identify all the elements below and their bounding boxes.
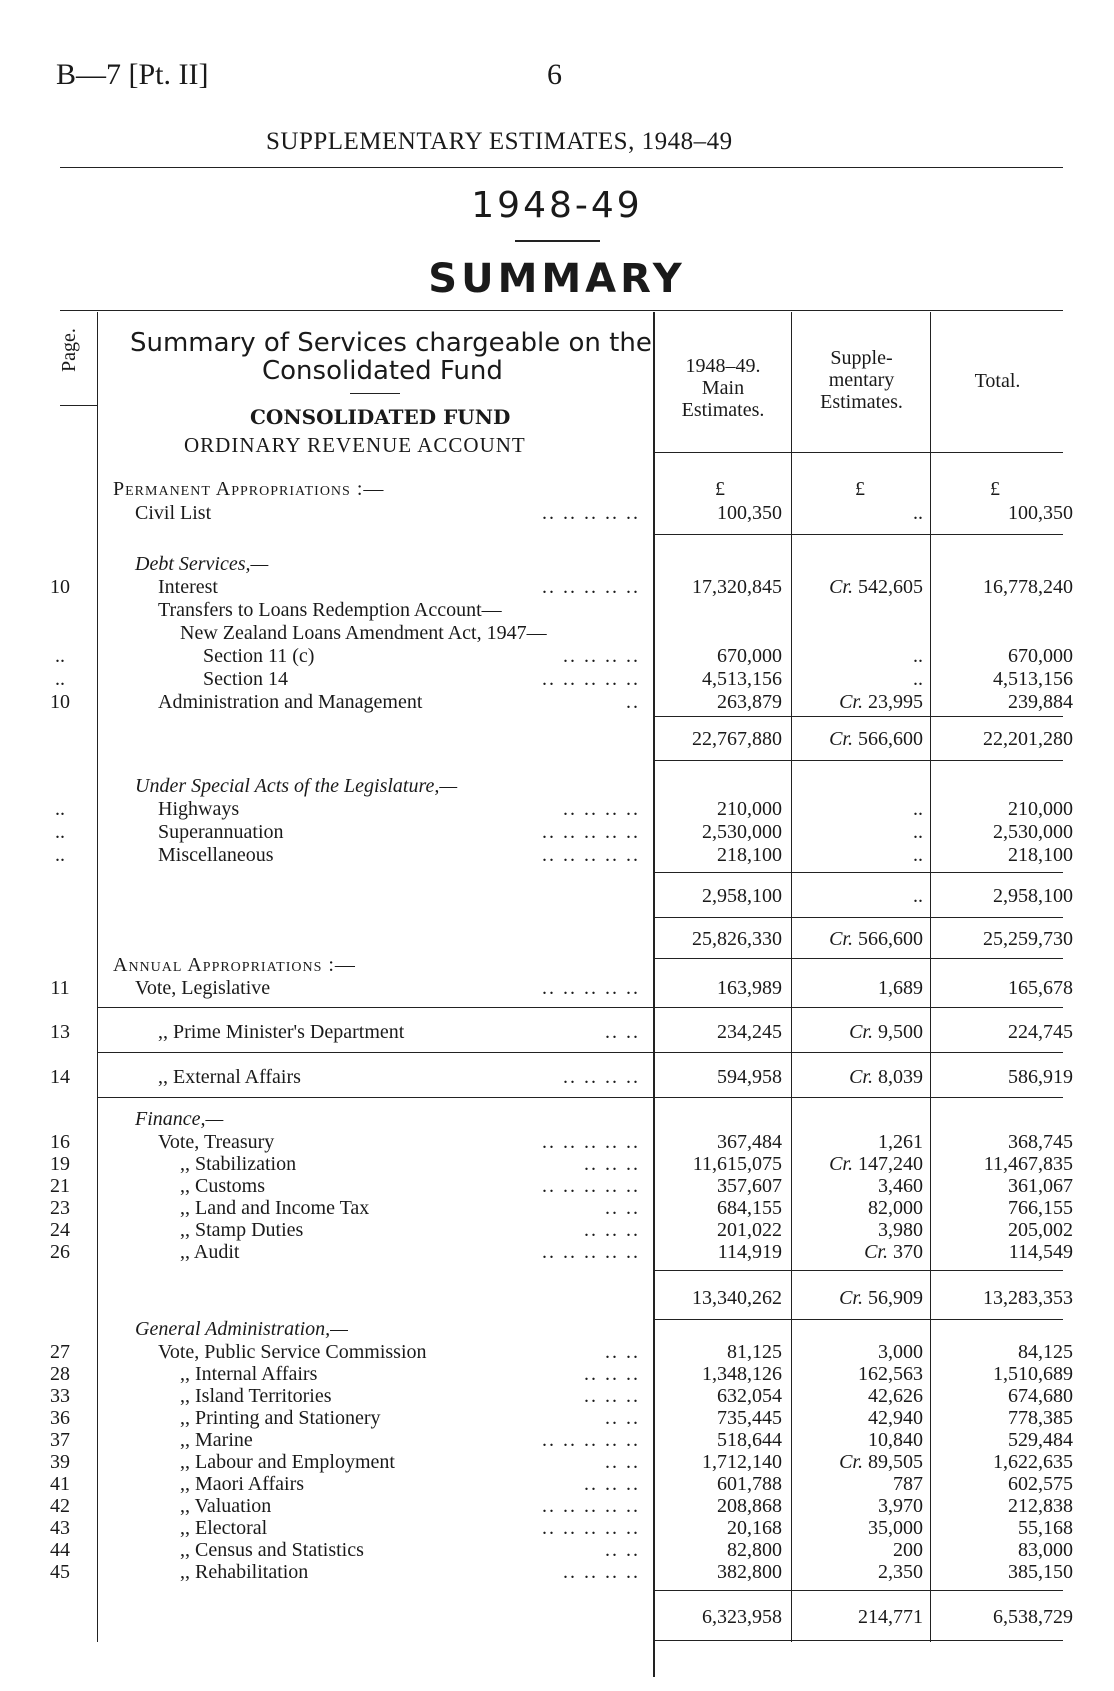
currency-row: Permanent Appropriations :— £ £ £ — [113, 478, 1000, 500]
rule — [653, 1270, 1063, 1271]
table-row: .. Section 14 .. .. .. .. .. 4,513,156 .. 4,513,156 — [55, 668, 1073, 690]
main-estimates-header: 1948–49. Main Estimates. — [681, 355, 765, 421]
page-header-rule — [60, 405, 97, 406]
rule — [653, 534, 1063, 535]
page-number: 6 — [547, 58, 562, 91]
subtotal-row: 22,767,880 Cr. 566,600 22,201,280 — [692, 728, 1073, 750]
table-row: 42 ,, Valuation .. .. .. .. .. 208,868 3,970 212,838 — [50, 1495, 1073, 1517]
table-row: 27 Vote, Public Service Commission .. .. 81,125 3,000 84,125 — [50, 1341, 1073, 1363]
table-row: 44 ,, Census and Statistics .. .. 82,800 200 83,000 — [50, 1539, 1073, 1561]
subheading: General Administration,— — [135, 1318, 348, 1340]
table-row: 36 ,, Printing and Stationery .. .. 735,445 42,940 778,385 — [50, 1407, 1073, 1429]
table-row: 33 ,, Island Territories .. .. .. 632,054 42,626 674,680 — [50, 1385, 1073, 1407]
table-row: 11 Vote, Legislative .. .. .. .. .. 163,989 1,689 165,678 — [50, 977, 1073, 999]
table-row: 19 ,, Stabilization .. .. .. 11,615,075 Cr. 147,240 11,467,835 — [50, 1153, 1073, 1175]
total-header: Total. — [974, 370, 1021, 392]
rule — [97, 1097, 1063, 1098]
rule — [653, 1590, 1063, 1591]
subtotal-row: 2,958,100 .. 2,958,100 — [702, 885, 1073, 907]
table-title-line1: Summary of Services chargeable on the — [130, 328, 652, 358]
table-row: 10 Interest .. .. .. .. .. 17,320,845 Cr. 542,605 16,778,240 — [50, 576, 1073, 598]
table-row: .. Superannuation .. .. .. .. .. 2,530,000 .. 2,530,000 — [55, 821, 1073, 843]
table-row: 41 ,, Maori Affairs .. .. .. 601,788 787 602,575 — [50, 1473, 1073, 1495]
running-title: SUPPLEMENTARY ESTIMATES, 1948–49 — [266, 128, 733, 155]
year-underline — [515, 240, 600, 242]
total-row: 25,826,330 Cr. 566,600 25,259,730 — [692, 928, 1073, 950]
rule — [653, 917, 1063, 918]
year-heading: 1948-49 — [471, 185, 643, 226]
subtotal-row: 6,323,958 214,771 6,538,729 — [702, 1606, 1073, 1628]
table-row: 10 Administration and Management .. 263,879 Cr. 23,995 239,884 — [50, 691, 1073, 713]
table-row: 13 ,, Prime Minister's Department .. .. 234,245 Cr. 9,500 224,745 — [50, 1021, 1073, 1043]
table-row: 26 ,, Audit .. .. .. .. .. 114,919 Cr. 370 114,549 — [50, 1241, 1073, 1263]
account-heading: ORDINARY REVENUE ACCOUNT — [184, 433, 526, 457]
table-row: 28 ,, Internal Affairs .. .. .. 1,348,126 162,563 1,510,689 — [50, 1363, 1073, 1385]
title-rule — [350, 393, 400, 394]
table-row: .. Miscellaneous .. .. .. .. .. 218,100 .. 218,100 — [55, 844, 1073, 866]
table-title-line2: Consolidated Fund — [262, 356, 503, 386]
summary-heading: SUMMARY — [428, 256, 686, 302]
table-row: .. Section 11 (c) .. .. .. .. 670,000 .. 670,000 — [55, 645, 1073, 667]
column-header-rule — [653, 452, 1063, 453]
subheading: Debt Services,— — [135, 553, 269, 575]
table-row: 14 ,, External Affairs .. .. .. .. 594,958 Cr. 8,039 586,919 — [50, 1066, 1073, 1088]
table-row: 24 ,, Stamp Duties .. .. .. 201,022 3,980 205,002 — [50, 1219, 1073, 1241]
permanent-appropriations-heading: Permanent Appropriations :— — [113, 478, 385, 500]
rule — [653, 1640, 1063, 1641]
table-row: 39 ,, Labour and Employment .. .. 1,712,140 Cr. 89,505 1,622,635 — [50, 1451, 1073, 1473]
table-row: 16 Vote, Treasury .. .. .. .. .. 367,484 1,261 368,745 — [50, 1131, 1073, 1153]
rule — [97, 1052, 1063, 1053]
subheading: Finance,— — [135, 1108, 224, 1130]
page-column-header: Page. — [58, 328, 80, 372]
subtotal-row: 13,340,262 Cr. 56,909 13,283,353 — [692, 1287, 1073, 1309]
table-row: .. Highways .. .. .. .. 210,000 .. 210,000 — [55, 798, 1073, 820]
rule — [653, 716, 1063, 717]
annual-appropriations-heading: Annual Appropriations :— — [113, 954, 356, 976]
table-row: 43 ,, Electoral .. .. .. .. .. 20,168 35,000 55,168 — [50, 1517, 1073, 1539]
rule — [653, 872, 1063, 873]
subheading: Transfers to Loans Redemption Account— — [158, 599, 502, 621]
supplementary-header: Supple- mentary Estimates. — [820, 347, 903, 413]
subheading: New Zealand Loans Amendment Act, 1947— — [180, 622, 547, 644]
subheading: Under Special Acts of the Legislature,— — [135, 775, 458, 797]
table-row: 37 ,, Marine .. .. .. .. .. 518,644 10,840 529,484 — [50, 1429, 1073, 1451]
rule — [653, 760, 1063, 761]
rule — [97, 1007, 1063, 1008]
document-reference: B—7 [Pt. II] — [56, 58, 209, 91]
table-top-rule — [60, 310, 1063, 311]
table-row: Civil List .. .. .. .. .. 100,350 .. 100,350 — [135, 502, 1073, 524]
table-row: 45 ,, Rehabilitation .. .. .. .. 382,800 2,350 385,150 — [50, 1561, 1073, 1583]
fund-heading: CONSOLIDATED FUND — [250, 405, 511, 429]
header-rule — [60, 167, 1063, 168]
table-row: 23 ,, Land and Income Tax .. .. 684,155 82,000 766,155 — [50, 1197, 1073, 1219]
table-row: 21 ,, Customs .. .. .. .. .. 357,607 3,460 361,067 — [50, 1175, 1073, 1197]
